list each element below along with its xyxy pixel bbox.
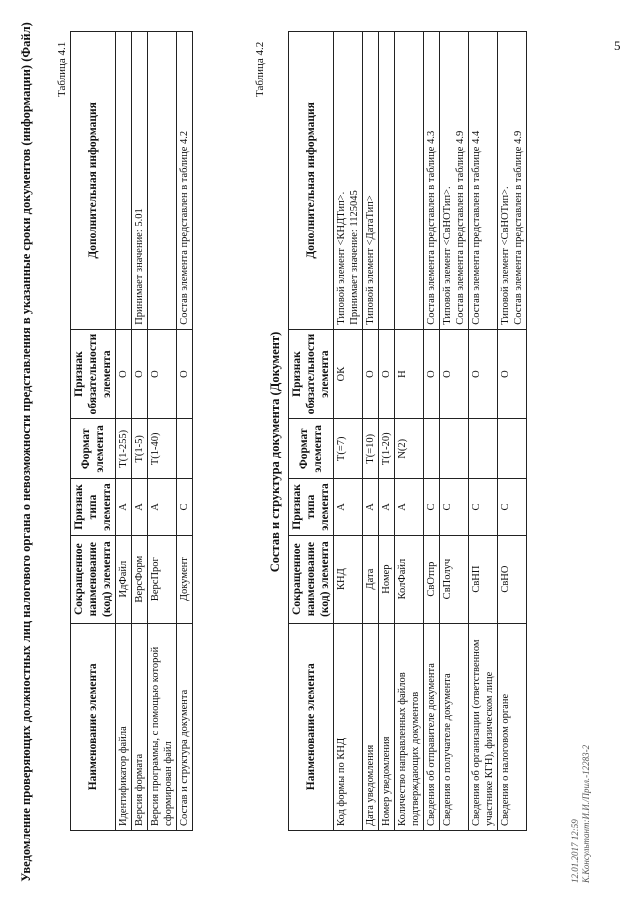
element-type: С [469, 479, 498, 535]
element-required: Н [395, 329, 424, 419]
table-4-2-caption: Состав и структура документа (Документ) [268, 331, 282, 573]
element-name: Идентификатор файла [116, 623, 132, 830]
element-code: Документ [177, 535, 193, 623]
element-required: О [363, 329, 379, 419]
document-title: Уведомление проверяющих должностных лиц налогового органа о невозможности представления в указанные сроки документов (информации) (Файл) [19, 22, 33, 882]
element-type: С [177, 479, 193, 535]
stamp-line: 12.01.2017 12:59 [570, 819, 580, 883]
table-row [177, 32, 193, 831]
element-info [395, 32, 424, 330]
element-type: А [116, 479, 132, 535]
element-format [469, 419, 498, 479]
element-type: А [363, 479, 379, 535]
element-format: T(1-40) [148, 419, 177, 479]
table-row [424, 32, 440, 831]
element-info [363, 32, 379, 330]
element-required: О [469, 329, 498, 419]
element-code: Номер [379, 535, 395, 623]
element-code: СвОтпр [424, 535, 440, 623]
stamp-line: К.Консультант:И.И./Прил.-12283-2 [581, 744, 591, 883]
element-name: Сведения о получателе документа [440, 623, 469, 830]
header-type-sign: Признак типа элемента [71, 479, 116, 535]
table-header-row [71, 32, 116, 831]
page-number: 5 [614, 38, 621, 53]
header-format: Формат элемента [289, 419, 334, 479]
element-name: Номер уведомления [379, 623, 395, 830]
element-name: Сведения об отправителе документа [424, 623, 440, 830]
element-code: СвНО [498, 535, 527, 623]
rotated-sheet [10, 7, 630, 897]
header-format: Формат элемента [71, 419, 116, 479]
table-row [469, 32, 498, 831]
element-name: Количество направленных файлов подтверждающих документов [395, 623, 424, 830]
element-format: T(=10) [363, 419, 379, 479]
element-info [440, 32, 469, 330]
element-info [148, 32, 177, 330]
element-code: ИдФайл [116, 535, 132, 623]
element-info: Состав элемента представлен в таблице 4.2 [177, 32, 193, 330]
element-name: Версия формата [132, 623, 148, 830]
table-row [116, 32, 132, 831]
element-name: Сведения о налоговом органе [498, 623, 527, 830]
element-required: О [440, 329, 469, 419]
table-4-2-label: Таблица 4.2 [254, 41, 266, 97]
element-format: T(=7) [334, 419, 363, 479]
element-info [424, 32, 440, 330]
element-format [498, 419, 527, 479]
element-name: Сведения об организации (ответственном участнике КГН), физическом лице [469, 623, 498, 830]
element-type: С [440, 479, 469, 535]
element-required: ОК [334, 329, 363, 419]
element-info [334, 32, 363, 330]
element-required: О [498, 329, 527, 419]
element-format: N(2) [395, 419, 424, 479]
header-mandatory-sign: Признак обязательности элемента [289, 329, 334, 419]
element-format: T(1-20) [379, 419, 395, 479]
element-code: СвНП [469, 535, 498, 623]
element-required: О [132, 329, 148, 419]
info-line: Состав элемента представлен в таблице 4.9 [513, 130, 524, 325]
element-code: СвПолуч [440, 535, 469, 623]
element-format [424, 419, 440, 479]
element-type: А [132, 479, 148, 535]
info-line: Состав элемента представлен в таблице 4.9 [455, 130, 466, 325]
element-name: Состав и структура документа [177, 623, 193, 830]
element-type: С [424, 479, 440, 535]
info-line: Типовой элемент <ДатаТип> [365, 195, 376, 325]
table-row [132, 32, 148, 831]
info-line: Типовой элемент <СвНОТип>. [500, 186, 511, 325]
header-additional-info: Дополнительная информация [71, 32, 116, 330]
table-row [148, 32, 177, 831]
table-row [498, 32, 527, 831]
element-info [498, 32, 527, 330]
table-header-row [289, 32, 334, 831]
element-code: ВерсФорм [132, 535, 148, 623]
element-info [379, 32, 395, 330]
element-required: О [148, 329, 177, 419]
element-required: О [379, 329, 395, 419]
element-code: Дата [363, 535, 379, 623]
element-info [116, 32, 132, 330]
table-4-2 [288, 31, 527, 831]
element-required: О [177, 329, 193, 419]
element-info [469, 32, 498, 330]
table-row [379, 32, 395, 831]
info-line: Состав элемента представлен в таблице 4.3 [426, 130, 437, 325]
element-info: Принимает значение: 5.01 [132, 32, 148, 330]
element-type: А [334, 479, 363, 535]
info-line: Типовой элемент <КНДТип>. [336, 191, 347, 325]
header-additional-info: Дополнительная информация [289, 32, 334, 330]
element-type: А [379, 479, 395, 535]
element-type: А [395, 479, 424, 535]
element-format [177, 419, 193, 479]
table-row [440, 32, 469, 831]
table-row [334, 32, 363, 831]
element-name: Дата уведомления [363, 623, 379, 830]
info-line: Состав элемента представлен в таблице 4.4 [471, 130, 482, 325]
element-format [440, 419, 469, 479]
header-element-name: Наименование элемента [71, 623, 116, 830]
header-short-code: Сокращенное наименование (код) элемента [71, 535, 116, 623]
element-type: С [498, 479, 527, 535]
element-code: КолФайл [395, 535, 424, 623]
table-4-1-label: Таблица 4.1 [56, 41, 68, 97]
table-row [363, 32, 379, 831]
header-element-name: Наименование элемента [289, 623, 334, 830]
element-format: T(1-255) [116, 419, 132, 479]
info-line: Принимает значение: 1125045 [349, 190, 360, 325]
header-mandatory-sign: Признак обязательности элемента [71, 329, 116, 419]
element-name: Версия программы, с помощью которой сформирован файл [148, 623, 177, 830]
element-required: О [424, 329, 440, 419]
element-type: А [148, 479, 177, 535]
element-code: ВерсПрог [148, 535, 177, 623]
table-4-1 [70, 31, 193, 831]
table-row [395, 32, 424, 831]
element-name: Код формы по КНД [334, 623, 363, 830]
element-format: T(1-5) [132, 419, 148, 479]
print-stamp [570, 745, 592, 883]
info-line: Типовой элемент <СвНОТип>. [442, 186, 453, 325]
element-code: КНД [334, 535, 363, 623]
header-short-code: Сокращенное наименование (код) элемента [289, 535, 334, 623]
header-type-sign: Признак типа элемента [289, 479, 334, 535]
element-required: О [116, 329, 132, 419]
